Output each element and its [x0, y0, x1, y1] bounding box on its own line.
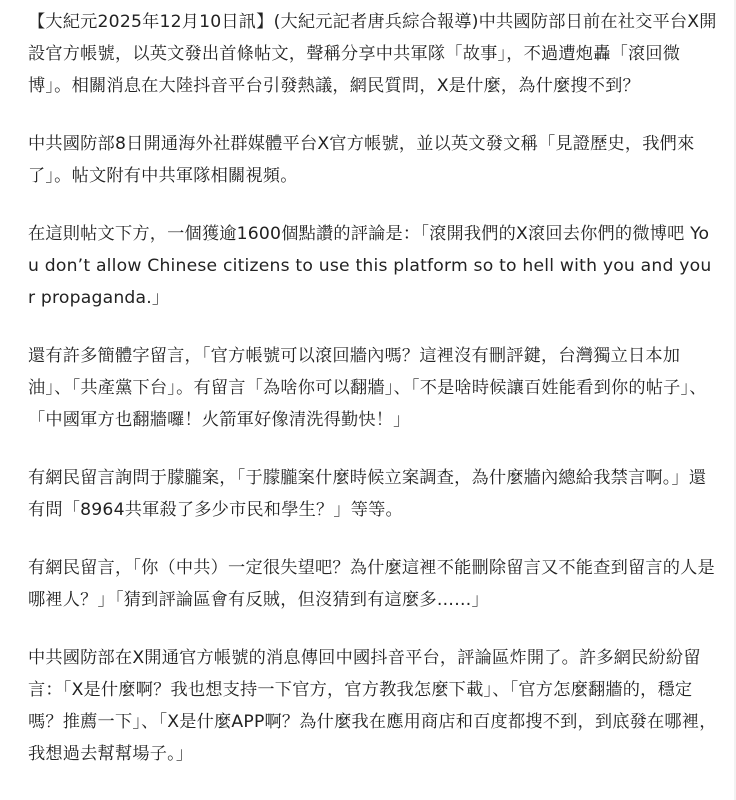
paragraph-lead: 【大紀元2025年12月10日訊】(大紀元記者唐兵綜合報導)中共國防部日前在社交平台X開設官方帳號，以英文發出首條帖文，聲稱分享中共軍隊「故事」，不過遭炮轟「滾回微博」。相關消息在大陸抖音平台引發熱議，網民質問，X是什麼，為什麼搜不到？: [28, 12, 717, 96]
paragraph-yu-menglong-case: 有網民留言詢問于朦朧案，「于朦朧案什麼時候立案調查，為什麼牆內總給我禁言啊。」還有問「8964共軍殺了多少市民和學生？」等等。: [28, 468, 707, 520]
paragraph-disappointed-comment: 有網民留言，「你（中共）一定很失望吧？為什麼這裡不能刪除留言又不能查到留言的人是哪裡人？」「猜到評論區會有反賊，但沒猜到有這麼多……」: [28, 558, 715, 610]
paragraph-top-comment: 在這則帖文下方，一個獲逾1600個點讚的評論是：「滾開我們的X滾回去你們的微博吧 You don’t allow Chinese citizens to use this platform so to hell with you and your propaganda.」: [28, 224, 712, 308]
paragraph-douyin-reaction: 中共國防部在X開通官方帳號的消息傳回中國抖音平台，評論區炸開了。許多網民紛紛留言：「X是什麼啊？我也想支持一下官方，官方教我怎麼下載」、「官方怎麼翻牆的，穩定嗎？推薦一下」、「X是什麼APP啊？為什麼我在應用商店和百度都搜不到，到底發在哪裡，我想過去幫幫場子。」: [28, 648, 717, 764]
paragraph-account-launch: 中共國防部8日開通海外社群媒體平台X官方帳號，並以英文發文稱「見證歷史，我們來了」。帖文附有中共軍隊相關視頻。: [28, 134, 695, 186]
article-body: [28, 6, 718, 770]
paragraph-simplified-comments: 還有許多簡體字留言，「官方帳號可以滾回牆內嗎？這裡沒有刪評鍵，台灣獨立日本加油」、「共產黨下台」。有留言「為啥你可以翻牆」、「不是啥時候讓百姓能看到你的帖子」、「中國軍方也翻牆囉！火箭軍好像清洗得勤快！」: [28, 346, 707, 430]
